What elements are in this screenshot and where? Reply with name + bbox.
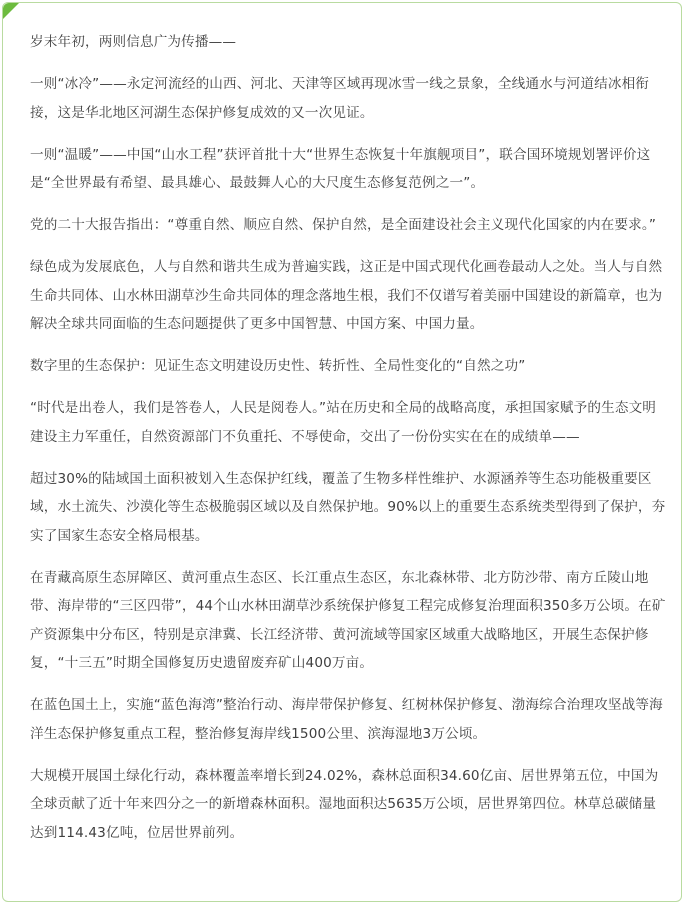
paragraph-section-heading: 数字里的生态保护：见证生态文明建设历史性、转折性、全局性变化的“自然之功” xyxy=(30,358,526,374)
paragraph-report-quote: 党的二十大报告指出：“尊重自然、顺应自然、保护自然，是全面建设社会主义现代化国家的内在要求。” xyxy=(30,217,657,233)
paragraph-redline: 超过30%的陆域国土面积被划入生态保护红线，覆盖了生物多样性维护、水源涵养等生态功能极重要区域，水土流失、沙漠化等生态极脆弱区域以及自然保护地。90%以上的重要生态系统类型得到了保护，夯实了国家生态安全格局根基。 xyxy=(30,470,666,544)
article-card xyxy=(2,2,682,902)
paragraph-forestation: 大规模开展国土绿化行动，森林覆盖率增长到24.02%，森林总面积34.60亿亩、居世界第五位，中国为全球贡献了近十年来四分之一的新增森林面积。湿地面积达5635万公顷，居世界第四位。林草总碳储量达到114.43亿吨，位居世界前列。 xyxy=(30,767,659,841)
paragraph-regions: 在青藏高原生态屏障区、黄河重点生态区、长江重点生态区，东北森林带、北方防沙带、南方丘陵山地带、海岸带的“三区四带”，44个山水林田湖草沙系统保护修复工程完成修复治理面积350多万公顷。在矿产资源集中分布区，特别是京津冀、长江经济带、黄河流域等国家区域重大战略地区，开展生态保护修复，“十三五”时期全国修复历史遗留废弃矿山400万亩。 xyxy=(30,569,666,671)
paragraph-cold-news: 一则“冰冷”——永定河流经的山西、河北、天津等区域再现冰雪一线之景象，全线通水与河道结冰相衔接，这是华北地区河湖生态保护修复成效的又一次见证。 xyxy=(30,76,650,121)
paragraph-green-development: 绿色成为发展底色，人与自然和谐共生成为普遍实践，这正是中国式现代化画卷最动人之处。当人与自然生命共同体、山水林田湖草沙生命共同体的理念落地生根，我们不仅谱写着美丽中国建设的新篇章，也为解决全球共同面临的生态问题提供了更多中国智慧、中国方案、中国力量。 xyxy=(30,259,663,332)
paragraph-marine: 在蓝色国土上，实施“蓝色海湾”整治行动、海岸带保护修复、红树林保护修复、渤海综合治理攻坚战等海洋生态保护修复重点工程，整治修复海岸线1500公里、滨海湿地3万公顷。 xyxy=(30,697,663,742)
paragraph-intro: 岁末年初，两则信息广为传播—— xyxy=(30,34,237,50)
paragraph-warm-news: 一则“温暖”——中国“山水工程”获评首批十大“世界生态恢复十年旗舰项目”，联合国环境规划署评价这是“全世界最有希望、最具雄心、最鼓舞人心的大尺度生态修复范例之一”。 xyxy=(30,146,651,191)
paragraph-era-quote: “时代是出卷人，我们是答卷人，人民是阅卷人。”站在历史和全局的战略高度，承担国家赋予的生态文明建设主力军重任，自然资源部门不负重托、不辱使命，交出了一份份实实在在的成绩单—— xyxy=(30,400,657,445)
article-body xyxy=(30,28,666,861)
corner-accent-icon xyxy=(3,3,19,19)
